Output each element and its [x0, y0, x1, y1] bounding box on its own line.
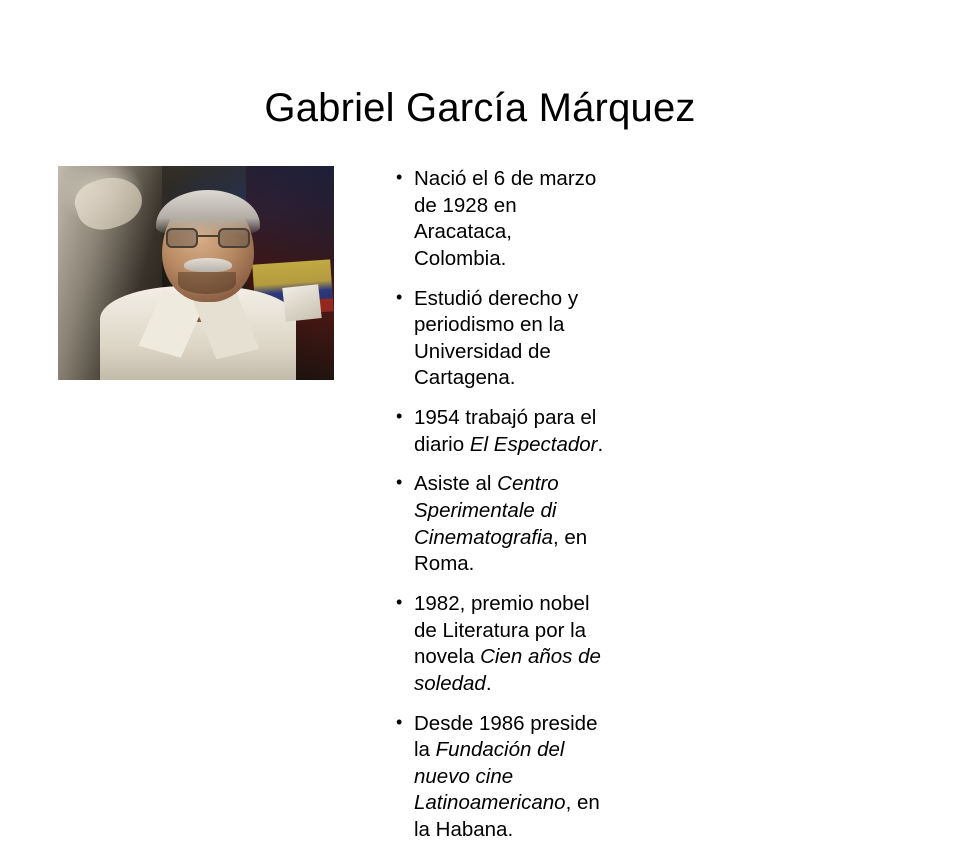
- list-item: [392, 166, 604, 273]
- list-item-text: .: [485, 671, 492, 695]
- portrait-photo: [58, 166, 334, 380]
- photo-glasses: [166, 228, 250, 248]
- list-item-text: 1982, premio nobel de Literatura por la novela: [414, 591, 590, 669]
- page-title: Gabriel García Márquez: [264, 85, 696, 130]
- list-item-text: .: [597, 432, 604, 456]
- list-item: [392, 471, 604, 578]
- photo-glasses-bridge: [198, 235, 218, 237]
- photo-badge: [282, 284, 321, 322]
- list-item-text: Desde 1986 preside la: [414, 711, 598, 762]
- list-item: [392, 711, 604, 844]
- list-item: [392, 286, 604, 393]
- list-item-text: Estudió derecho y periodismo en la Universidad de Cartagena.: [414, 286, 579, 390]
- list-item-text: , en Roma.: [414, 525, 588, 576]
- list-item-emphasis: Cien años de soledad: [414, 645, 601, 695]
- list-item-text: 1954 trabajó para el diario: [414, 406, 597, 456]
- photo-mustache: [184, 258, 232, 272]
- list-item: [392, 591, 604, 698]
- photo-glasses-lens-right: [218, 228, 250, 248]
- bullet-list: [392, 166, 604, 844]
- list-item-emphasis: Centro Sperimentale di Cinematografia: [414, 472, 559, 549]
- photo-chin-shadow: [178, 272, 236, 294]
- bullet-list-container: [392, 166, 604, 857]
- list-item-text: , en la Habana.: [414, 791, 600, 842]
- list-item-emphasis: El Espectador: [469, 432, 598, 456]
- photo-glasses-lens-left: [166, 228, 198, 248]
- list-item-text: Nació el 6 de marzo de 1928 en Aracataca, Colombia.: [414, 167, 597, 270]
- list-item-emphasis: Fundación del nuevo cine Latinoamericano: [414, 738, 566, 815]
- list-item: [392, 405, 604, 458]
- list-item-text: Asiste al: [414, 472, 498, 496]
